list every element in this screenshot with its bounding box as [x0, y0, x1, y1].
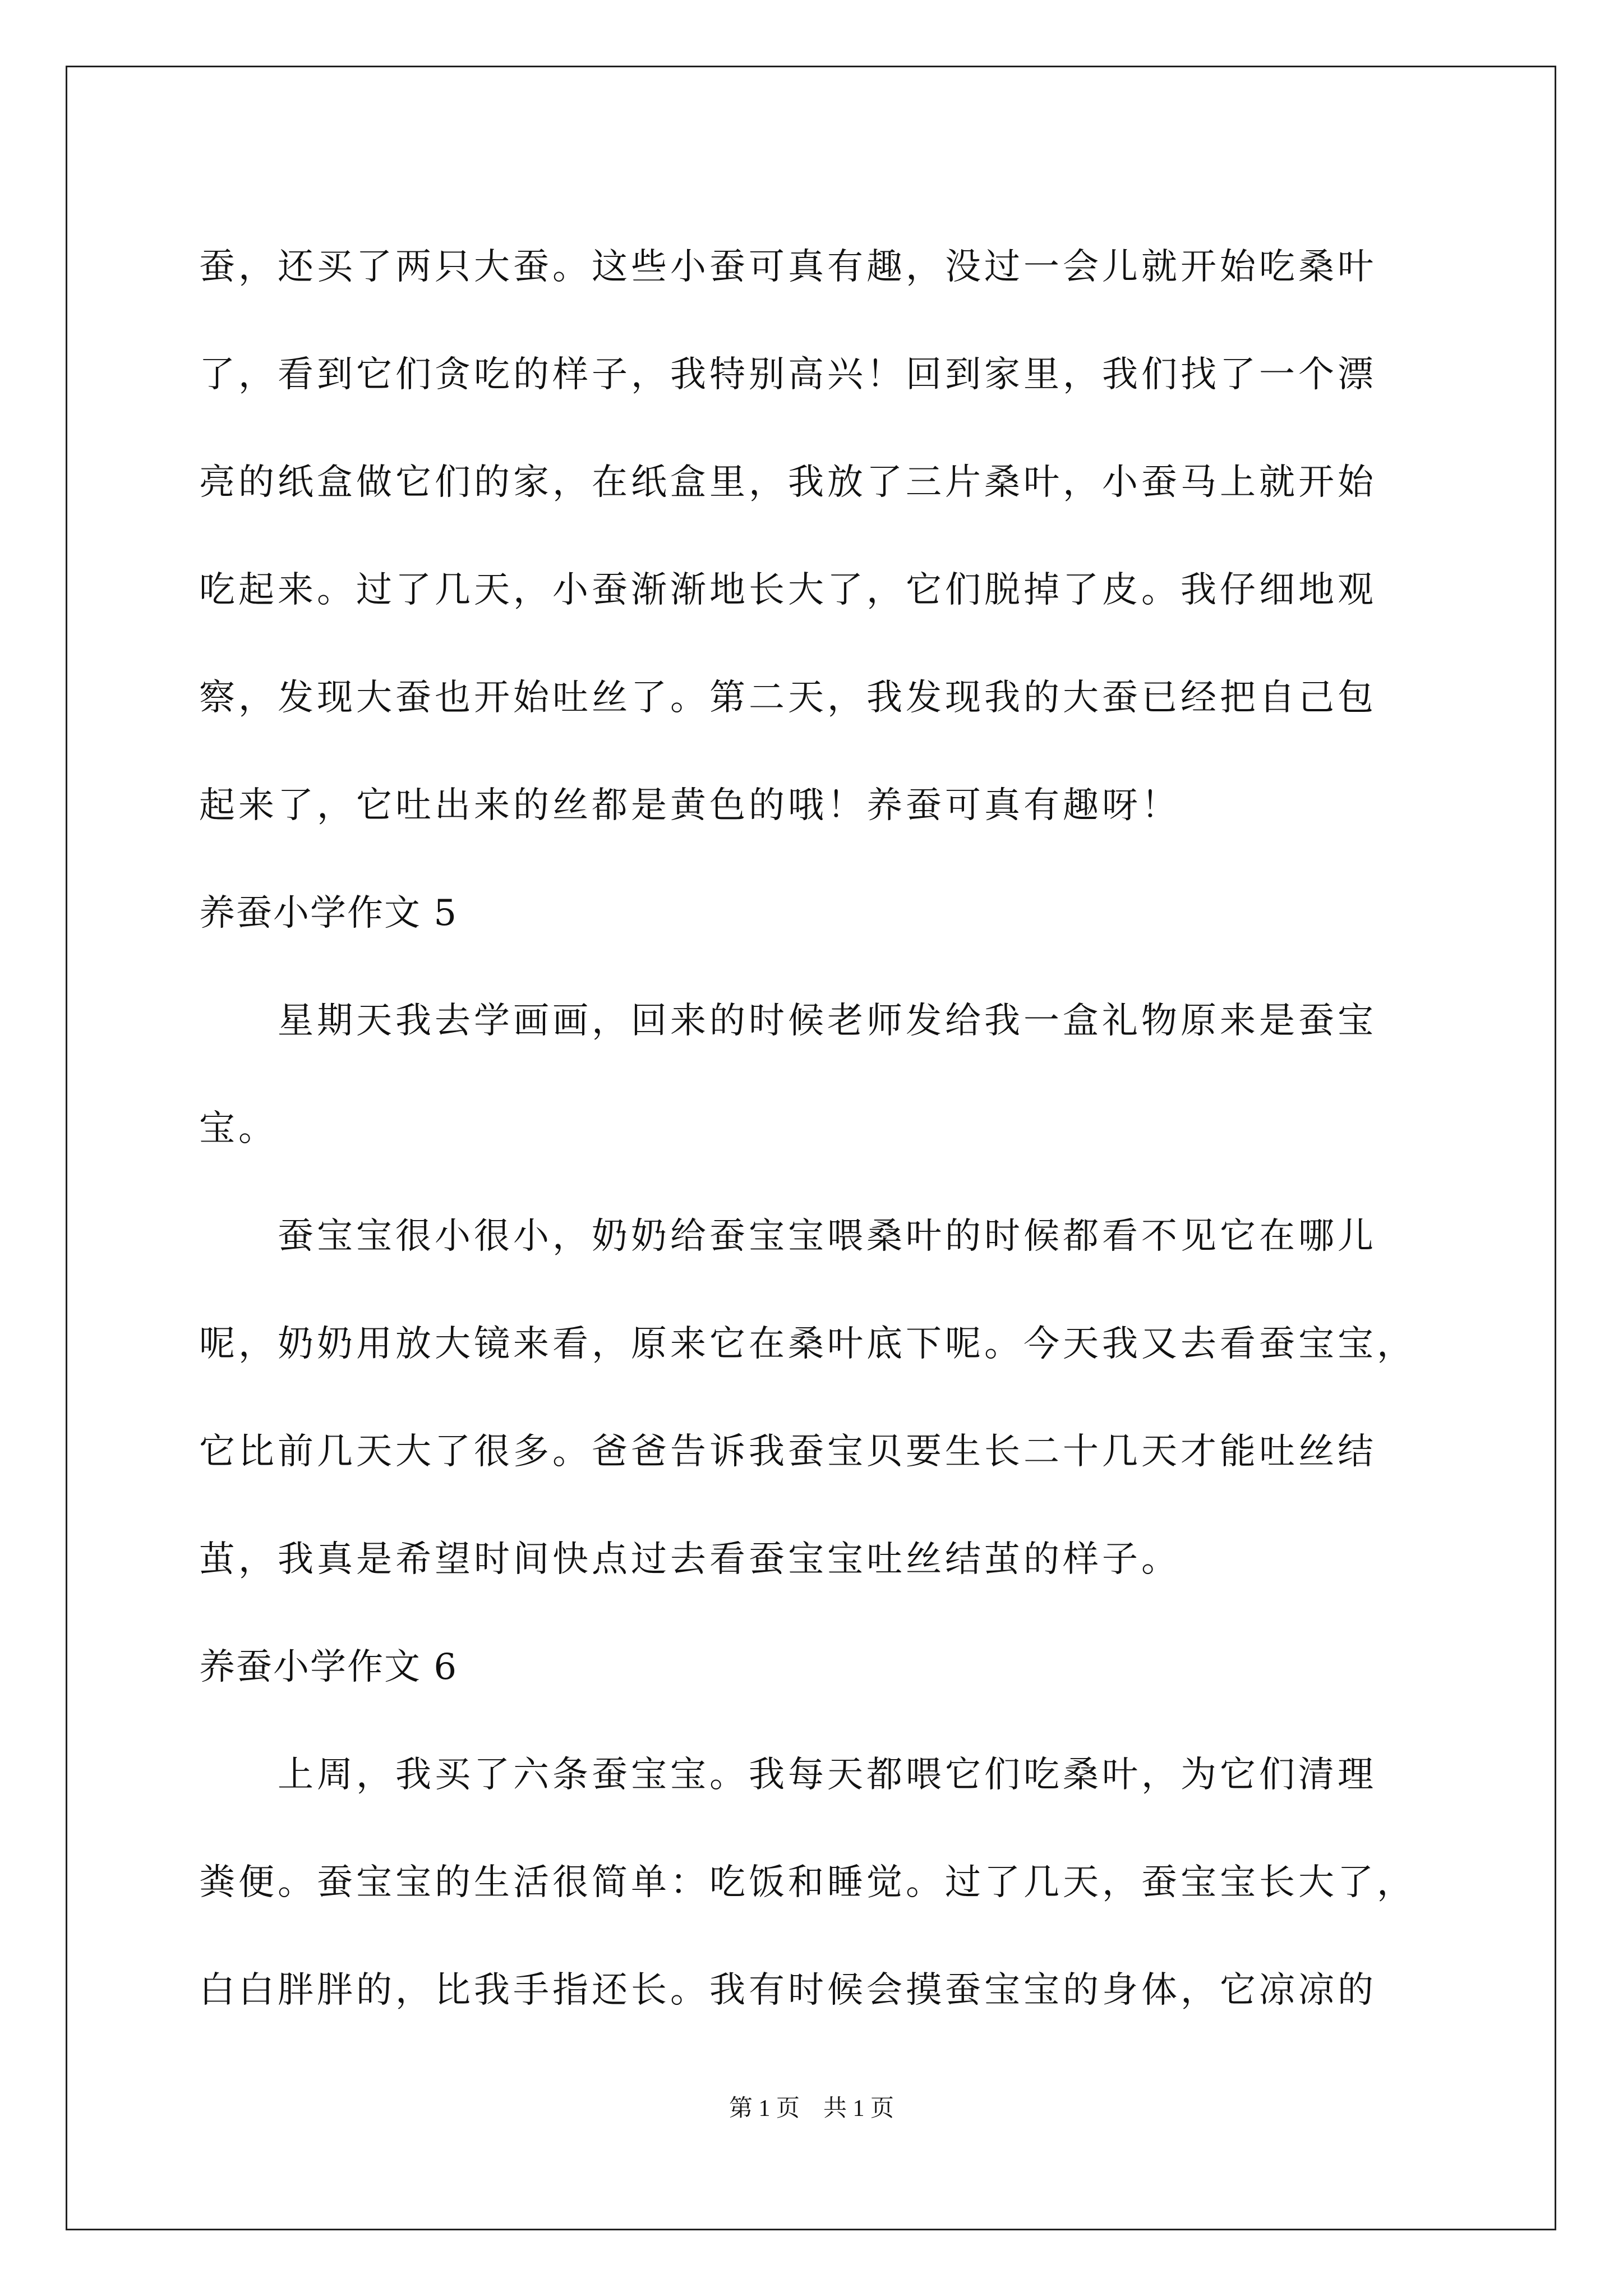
text-line: 察，发现大蚕也开始吐丝了。第二天，我发现我的大蚕已经把自己包 [199, 677, 1377, 719]
document-body [199, 213, 1433, 2044]
text-line: 星期天我去学画画，回来的时候老师发给我一盒礼物原来是蚕宝 [199, 1000, 1377, 1042]
text-line: 呢，奶奶用放大镜来看，原来它在桑叶底下呢。今天我又去看蚕宝宝， [199, 1323, 1416, 1365]
section-heading: 养蚕小学作文 5 [199, 892, 458, 934]
text-line: 了，看到它们贪吃的样子，我特别高兴！回到家里，我们找了一个漂 [199, 354, 1377, 395]
text-line: 粪便。蚕宝宝的生活很简单：吃饭和睡觉。过了几天，蚕宝宝长大了， [199, 1862, 1416, 1903]
text-line: 白白胖胖的，比我手指还长。我有时候会摸蚕宝宝的身体，它凉凉的 [199, 1970, 1377, 2011]
text-line: 吃起来。过了几天，小蚕渐渐地长大了，它们脱掉了皮。我仔细地观 [199, 569, 1377, 611]
text-line: 上周，我买了六条蚕宝宝。我每天都喂它们吃桑叶，为它们清理 [199, 1754, 1377, 1796]
page-number-footer: 第 1 页 共 1 页 [728, 2096, 894, 2122]
text-line: 起来了，它吐出来的丝都是黄色的哦！养蚕可真有趣呀！ [199, 785, 1181, 826]
text-line: 蚕宝宝很小很小，奶奶给蚕宝宝喂桑叶的时候都看不见它在哪儿 [199, 1216, 1377, 1257]
text-line: 茧，我真是希望时间快点过去看蚕宝宝吐丝结茧的样子。 [199, 1539, 1181, 1580]
text-line: 宝。 [199, 1108, 278, 1149]
text-line: 它比前几天大了很多。爸爸告诉我蚕宝贝要生长二十几天才能吐丝结 [199, 1431, 1377, 1473]
text-line: 蚕，还买了两只大蚕。这些小蚕可真有趣，没过一会儿就开始吃桑叶 [199, 246, 1377, 288]
text-line: 亮的纸盒做它们的家，在纸盒里，我放了三片桑叶，小蚕马上就开始 [199, 462, 1377, 503]
section-heading: 养蚕小学作文 6 [199, 1646, 458, 1688]
